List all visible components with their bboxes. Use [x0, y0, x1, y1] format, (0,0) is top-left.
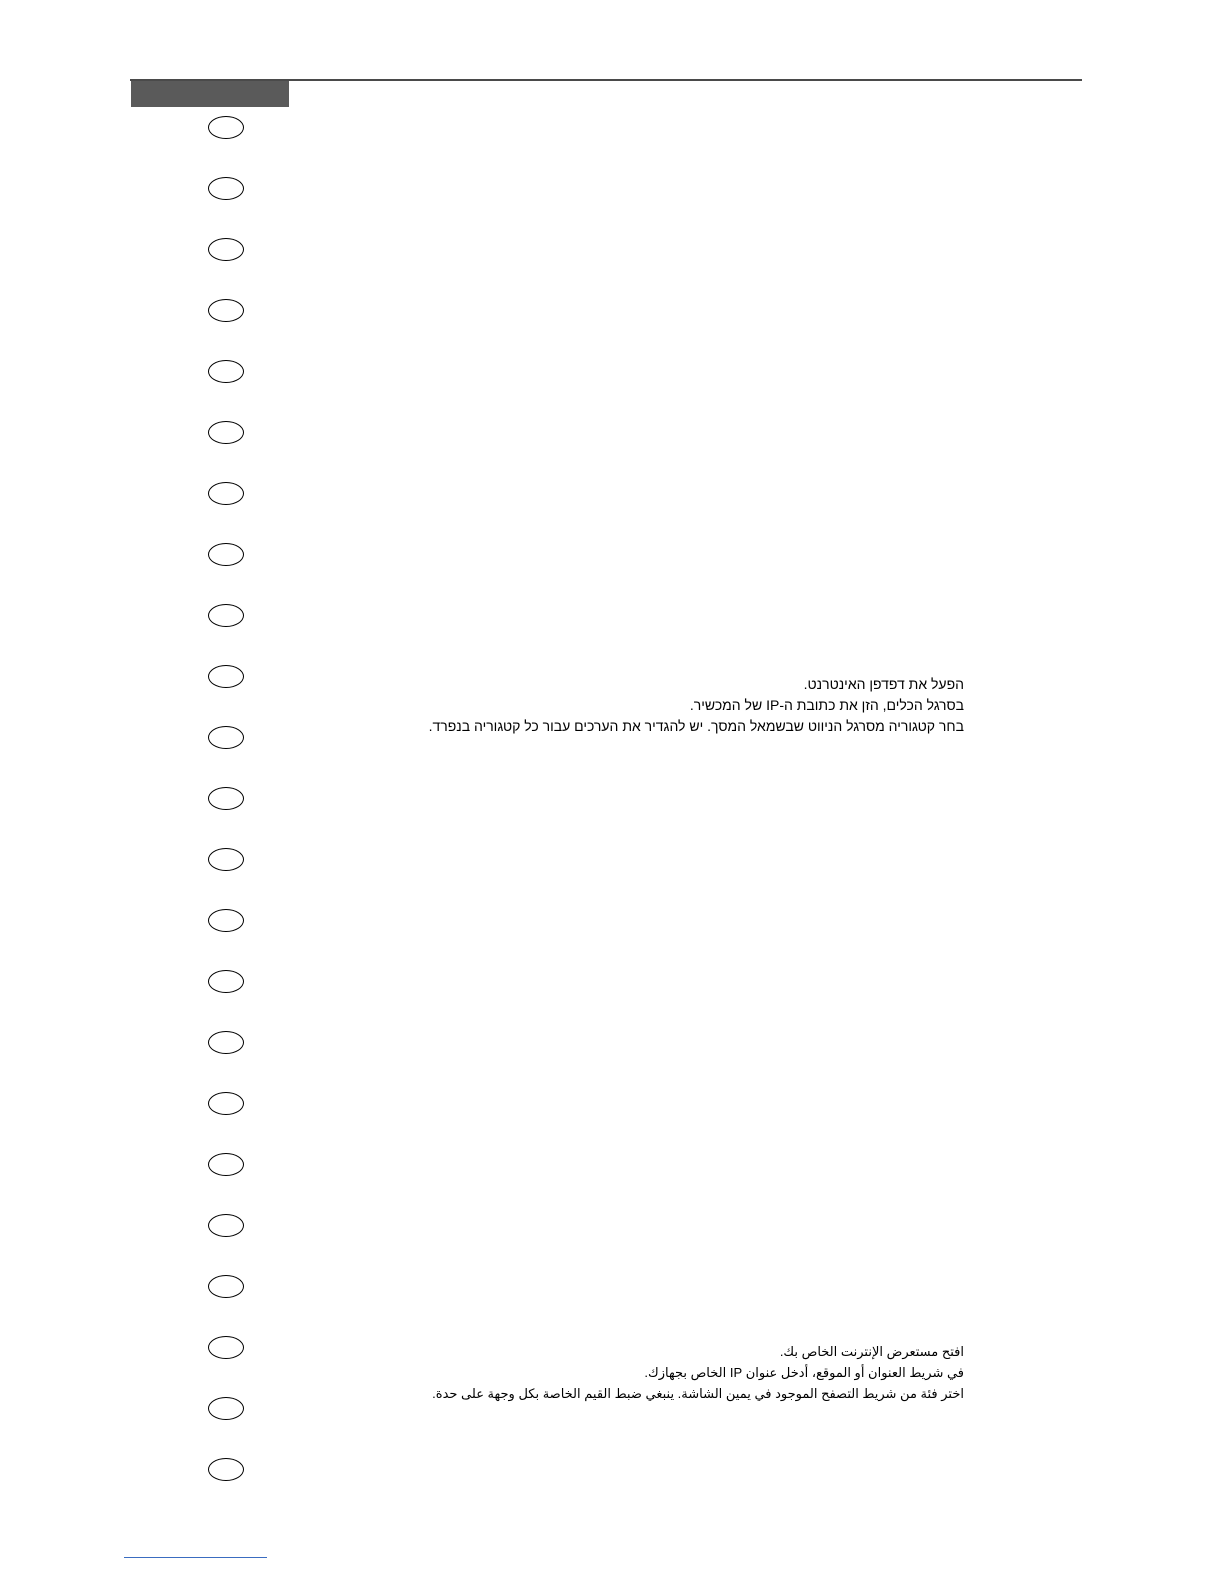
binder-ring — [208, 1092, 244, 1115]
binder-ring — [208, 116, 244, 139]
binder-ring — [208, 665, 244, 688]
binder-ring — [208, 909, 244, 932]
arabic-instructions — [432, 1341, 964, 1404]
binder-ring — [208, 543, 244, 566]
binder-ring — [208, 1397, 244, 1420]
binder-ring — [208, 726, 244, 749]
binder-ring — [208, 482, 244, 505]
hebrew-step-2: בסרגל הכלים, הזן את כתובת ה-IP של המכשיר. — [689, 697, 964, 713]
binder-ring — [208, 848, 244, 871]
binder-ring — [208, 604, 244, 627]
arabic-step-2: في شريط العنوان أو الموقع، أدخل عنوان IP الخاص بجهازك. — [644, 1365, 964, 1380]
binder-ring — [208, 360, 244, 383]
arabic-step-3: اختر فئة من شريط التصفح الموجود في يمين الشاشة. ينبغي ضبط القيم الخاصة بكل وجهة على حدة. — [432, 1386, 964, 1401]
binder-ring — [208, 1153, 244, 1176]
binder-rings — [208, 116, 250, 1519]
hebrew-instructions — [429, 674, 964, 737]
binder-ring — [208, 177, 244, 200]
section-header-tab — [131, 81, 289, 107]
binder-ring — [208, 1031, 244, 1054]
hebrew-step-3: בחר קטגוריה מסרגל הניווט שבשמאל המסך. יש להגדיר את הערכים עבור כל קטגוריה בנפרד. — [428, 718, 964, 734]
arabic-step-1: افتح مستعرض الإنترنت الخاص بك. — [779, 1344, 964, 1359]
binder-ring — [208, 1275, 244, 1298]
binder-ring — [208, 970, 244, 993]
binder-ring — [208, 1214, 244, 1237]
binder-ring — [208, 421, 244, 444]
binder-ring — [208, 238, 244, 261]
binder-ring — [208, 299, 244, 322]
binder-ring — [208, 1458, 244, 1481]
binder-ring — [208, 1336, 244, 1359]
hebrew-step-1: הפעל את דפדפן האינטרנט. — [803, 676, 964, 692]
binder-ring — [208, 787, 244, 810]
footer-link-underline — [124, 1557, 267, 1558]
